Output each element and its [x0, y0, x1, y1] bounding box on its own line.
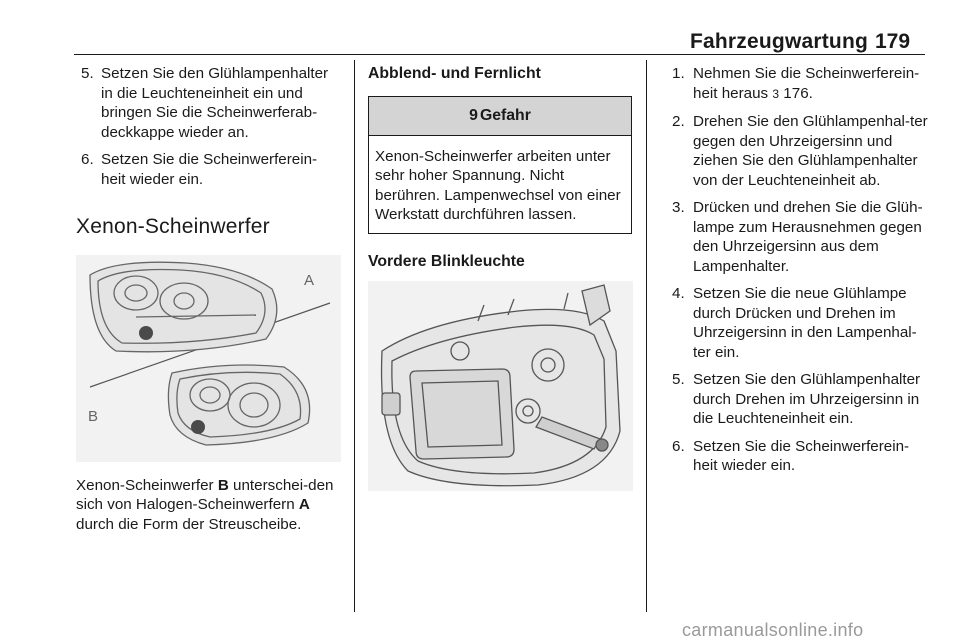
figure-caption [76, 476, 341, 535]
step-text: Setzen Sie die neue Glühlampe durch Drücken und Drehen im Uhrzeigersinn in den Lampenhal-ter ein. [693, 285, 917, 361]
step-number: 5. [81, 65, 94, 82]
step-number: 2. [672, 113, 685, 130]
left-column [76, 64, 341, 534]
column-divider-right [646, 60, 647, 612]
step-number: 6. [81, 151, 94, 168]
list-item [668, 64, 930, 104]
step-number: 3. [672, 199, 685, 216]
section-title-xenon: Xenon-Scheinwerfer [76, 215, 270, 238]
step-number: 4. [672, 285, 685, 302]
list-item [668, 198, 930, 276]
header-divider [74, 54, 925, 55]
caption-bold-a: A [298, 496, 310, 513]
caption-text: Xenon-Scheinwerfer [76, 476, 218, 494]
column-divider-left [354, 60, 355, 612]
step-text: Setzen Sie die Scheinwerferein-heit wieder ein. [693, 437, 910, 474]
subheading-front-turn-signal: Vordere Blinkleuchte [368, 252, 525, 270]
page-number: 179 [875, 30, 911, 53]
page-reference-icon: 3 [772, 86, 780, 101]
step-text: Setzen Sie die Scheinwerferein-heit wieder ein. [101, 151, 318, 188]
turn-signal-figure [368, 281, 633, 491]
step-number: 5. [672, 371, 685, 388]
warning-triangle-icon: 9 [469, 106, 478, 124]
list-item [668, 370, 930, 429]
step-text: Drücken und drehen Sie die Glüh-lampe zum Herausnehmen gegen den Uhrzeigersinn aus dem Lampenhalter. [693, 199, 923, 275]
left-steps-list [76, 64, 341, 189]
list-item [76, 150, 341, 189]
step-text: Setzen Sie den Glühlampenhalter in die Leuchteneinheit ein und bringen Sie die Scheinwerferab-deckkappe wieder an. [101, 65, 329, 141]
step-text: Drehen Sie den Glühlampenhal-ter gegen den Uhrzeigersinn und ziehen Sie den Glühlampenhalter von der Leuchteneinheit ab. [693, 113, 928, 189]
list-item [668, 437, 930, 476]
figure-label-b: B [88, 407, 99, 425]
warning-body: Xenon-Scheinwerfer arbeiten unter sehr hoher Spannung. Nicht berühren. Lampenwechsel von einer Werkstatt durchführen lassen. [375, 147, 621, 223]
turn-signal-illustration [368, 281, 633, 491]
right-steps-list [668, 64, 930, 476]
headlight-comparison-illustration [76, 255, 341, 462]
list-item [668, 284, 930, 362]
step-text: Nehmen Sie die Scheinwerferein-heit heraus [693, 65, 920, 102]
watermark-link[interactable]: carmanualsonline.info [682, 620, 864, 640]
page-reference: 176. [779, 84, 813, 102]
page-header-title: Fahrzeugwartung [690, 30, 869, 53]
list-item [76, 64, 341, 142]
caption-bold-b: B [217, 476, 229, 494]
right-column [668, 64, 930, 484]
headlight-comparison-figure [76, 255, 341, 462]
middle-column [368, 64, 633, 491]
step-number: 6. [672, 437, 685, 455]
step-text: Setzen Sie den Glühlampenhalter durch Drehen im Uhrzeigersinn in die Leuchteneinheit ein. [693, 371, 921, 427]
list-item [668, 112, 930, 190]
caption-text: durch die Form der Streuscheibe. [76, 515, 302, 533]
figure-label-a: A [304, 271, 315, 289]
danger-warning-box [368, 96, 632, 234]
step-number: 1. [672, 65, 685, 82]
caption-text: unterschei-den sich von Halogen-Scheinwerfern [76, 476, 334, 513]
warning-title: Gefahr [479, 106, 531, 124]
subheading-low-high-beam: Abblend- und Fernlicht [368, 65, 541, 82]
warning-header [369, 97, 631, 136]
